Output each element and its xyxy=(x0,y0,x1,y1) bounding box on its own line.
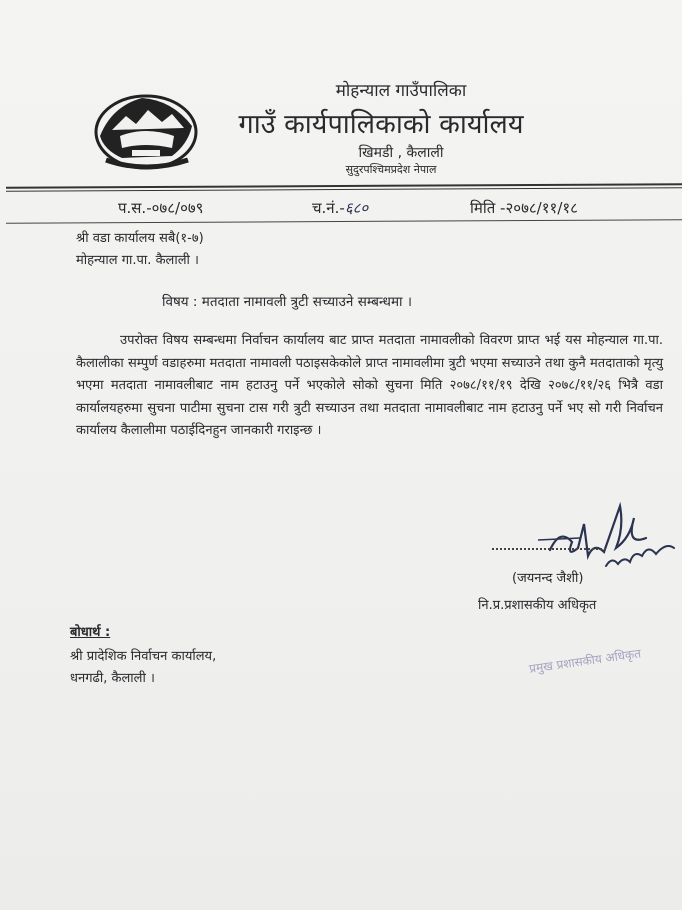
dispatch-number-label: च.नं.- xyxy=(312,199,345,217)
cc-line-1: श्री प्रादेशिक निर्वाचन कार्यालय, xyxy=(70,649,217,664)
letter-body-text: उपरोक्त विषय सम्बन्धमा निर्वाचन कार्यालय बाट प्राप्त मतदाता नामावलीको विवरण प्राप्त भई यस मोहन्याल गा.पा. कैलालीका सम्पुर्ण वडाहरुमा मतदाता नामावली पठाइसकेकोले प्राप्त नामावलीमा त्रुटी भएमा सच्याउने तथा कुनै मतदाताको मृत्यु भएमा मतदाता नामावलीबाट नाम हटाउनु पर्ने भएकोले सोको सुचना मिति २०७८/११/१९ देखि २०७८/११/२६ भित्रै वडा कार्यालयहरुमा सुचना पाटीमा सुचना टास गरी त्रुटी सच्याउन तथा मतदाता नामावलीबाट नाम हटाउनु पर्ने भए सो गरी निर्वाचन कार्यालय कैलालीमा पठाईदिनहुन जानकारी गराइन्छ । xyxy=(76,333,663,439)
letter-subject: विषय : मतदाता नामावली त्रुटी सच्याउने सम्बन्धमा । xyxy=(162,294,412,310)
office-name: गाउँ कार्यपालिकाको कार्यालय xyxy=(238,109,524,140)
recipient-line-2: मोहन्याल गा.पा. कैलाली । xyxy=(76,253,199,268)
signatory-title: नि.प्र.प्रशासकीय अधिकृत xyxy=(478,598,597,613)
municipality-name: मोहन्याल गाउँपालिका xyxy=(335,81,467,101)
cc-line-2: धनगढी, कैलाली । xyxy=(70,671,155,686)
official-stamp: प्रमुख प्रशासकीय अधिकृत xyxy=(528,646,642,676)
reference-rule xyxy=(6,219,682,224)
recipient-line-1: श्री वडा कार्यालय सबै(१-७) xyxy=(76,231,204,246)
letter-reference-number: प.स.-०७८/०७९ xyxy=(118,199,204,217)
dispatch-number xyxy=(312,198,368,218)
letter-body xyxy=(76,330,663,443)
letter-date: मिति -२०७८/११/१८ xyxy=(470,199,578,217)
cc-heading: बोधार्थ : xyxy=(70,625,111,640)
province-name: सुदुरपश्चिमप्रदेश नेपाल xyxy=(345,163,437,176)
office-address: खिमडी , कैलाली xyxy=(358,145,444,161)
signatory-name: (जयनन्द जैशी) xyxy=(512,571,584,586)
signature-line xyxy=(492,548,606,550)
dispatch-number-value: ६८० xyxy=(344,199,369,217)
